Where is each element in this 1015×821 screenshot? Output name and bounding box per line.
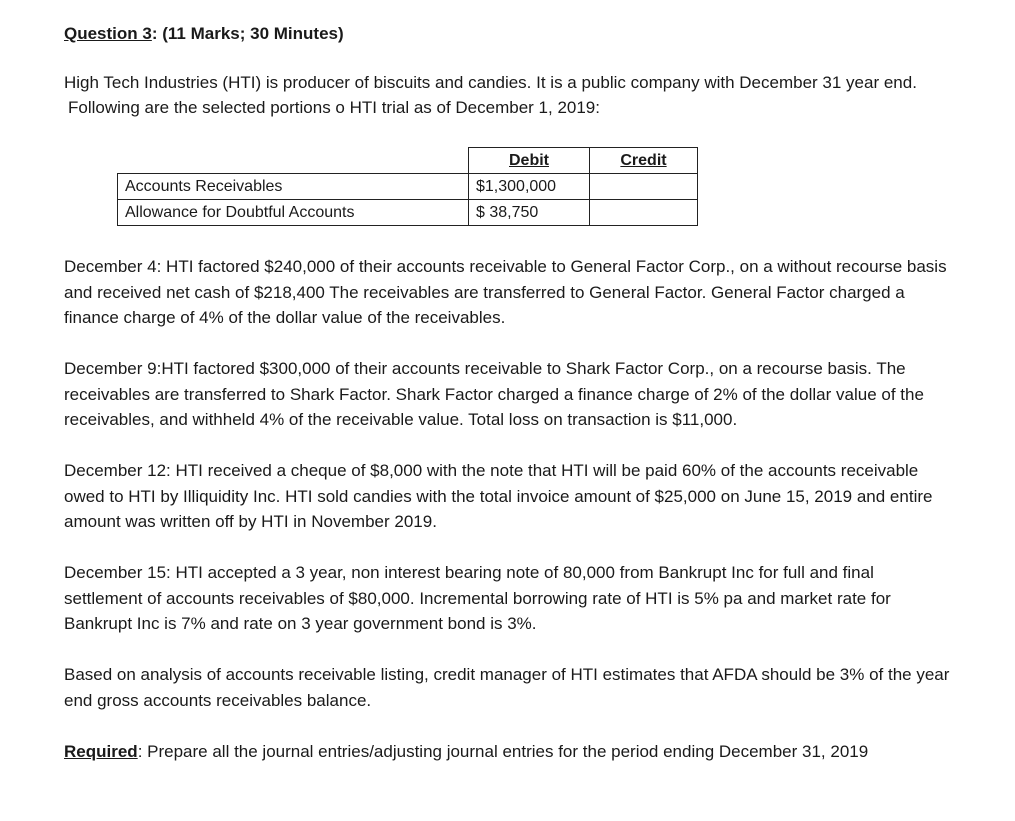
trial-balance-table: [117, 147, 698, 226]
debit-amount: $1,300,000: [469, 174, 590, 200]
event-dec-12: December 12: HTI received a cheque of $8,000 with the note that HTI will be paid 60% of the accounts receivable owed to HTI by Illiquidity Inc. HTI sold candies with the total invoice amount of $25,000 on June 15, 2019 and entire amount was written off by HTI in November 2019.: [64, 461, 933, 531]
question-marks: : (11 Marks; 30 Minutes): [151, 24, 344, 43]
event-dec-4: December 4: HTI factored $240,000 of their accounts receivable to General Factor Corp., on a without recourse basis and received net cash of $218,400 The receivables are transferred to General Factor. General Factor charged a finance charge of 4% of the dollar value of the receivables.: [64, 257, 947, 327]
event-dec-15: December 15: HTI accepted a 3 year, non interest bearing note of 80,000 from Bankrupt Inc for full and final settlement of accounts receivables of $80,000. Incremental borrowing rate of HTI is 5% pa and market rate for Bankrupt Inc is 7% and rate on 3 year government bond is 3%.: [64, 563, 891, 633]
question-heading: [64, 22, 954, 46]
intro-paragraph: High Tech Industries (HTI) is producer of biscuits and candies. It is a public company with December 31 year end.: [64, 73, 917, 92]
table-row: [118, 200, 698, 226]
afda-estimate: Based on analysis of accounts receivable listing, credit manager of HTI estimates that AFDA should be 3% of the year end gross accounts receivables balance.: [64, 665, 950, 710]
question-number: Question 3: [64, 24, 152, 43]
trial-balance-caption: Following are the selected portions o HTI trial as of December 1, 2019:: [68, 97, 600, 117]
trial-balance-header-row: [118, 148, 698, 174]
required-instruction: [64, 739, 954, 765]
account-header-blank: [118, 148, 469, 174]
table-row: [118, 174, 698, 200]
credit-amount: [590, 174, 698, 200]
account-name: Accounts Receivables: [118, 174, 469, 200]
transaction-events: [64, 254, 954, 764]
account-name: Allowance for Doubtful Accounts: [118, 200, 469, 226]
required-label: Required: [64, 741, 138, 761]
credit-amount: [590, 200, 698, 226]
credit-header: Credit: [590, 148, 698, 174]
event-dec-9: December 9:HTI factored $300,000 of their accounts receivable to Shark Factor Corp., on a recourse basis. The receivables are transferred to Shark Factor. Shark Factor charged a finance charge of 2% of the dollar value of the receivables, and withheld 4% of the receivable value. Total loss on transaction is $11,000.: [64, 359, 924, 429]
question-document: [64, 22, 954, 761]
debit-header: Debit: [469, 148, 590, 174]
required-text: : Prepare all the journal entries/adjusting journal entries for the period ending December 31, 2019: [137, 741, 869, 761]
debit-amount: $ 38,750: [469, 200, 590, 226]
